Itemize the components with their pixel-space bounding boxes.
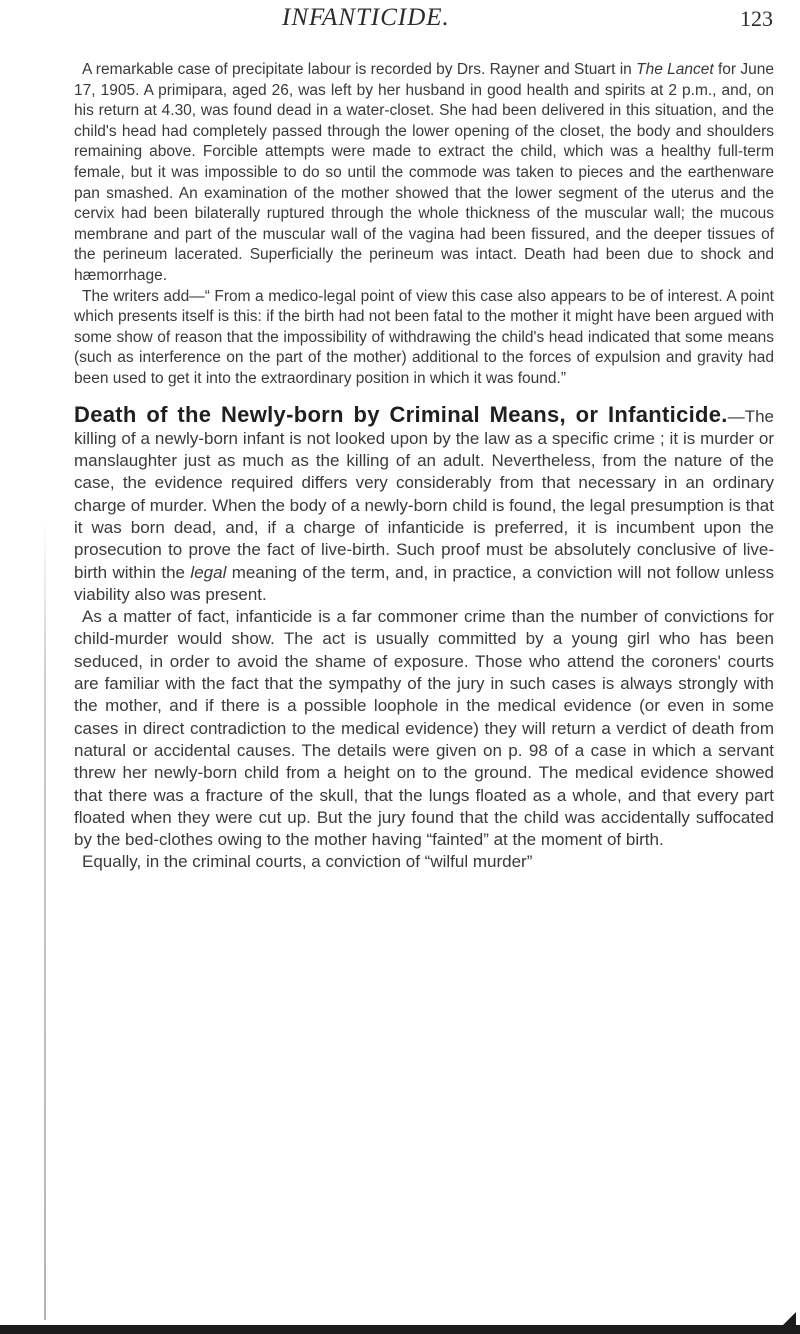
page-edge-shadow xyxy=(44,520,46,1320)
paragraph-equally: Equally, in the criminal courts, a conviction of “wilful murder” xyxy=(82,852,533,872)
italic-legal: legal xyxy=(190,562,227,582)
running-title: INFANTICIDE. xyxy=(282,4,450,31)
paragraph-writers-add: The writers add—“ From a medico-legal point of view this case also appears to be of interest. A point which presents itself is this: if the birth had not been fatal to the mother it might have been argued with some show of reason that the impossibility of withdrawing the child's head indicated that some means (such as interference on the part of the mother) additional to the forces of expulsion and gravity had been used to get it into the extraordinary position in which it was found.” xyxy=(74,287,774,387)
paragraph-lancet-case: A remarkable case of precipitate labour is recorded by Drs. Rayner and Stuart in The Lancet for June 17, 1905. A primipara, aged 26, was left by her husband in good health and spirits at 2 p.m., and, on his return at 4.30, was found dead in a water-closet. She had been delivered in this situation, and the child's head had completely passed through the lower opening of the closet, the body and shoulders remaining above. Forcible attempts were made to extract the child, which was a healthy full-term female, but it was impossible to do so until the commode was taken to pieces and the earthenware pan smashed. An examination of the mother showed that the lower segment of the uterus and the cervix had been bilaterally ruptured through the whole thickness of the muscular wall; the mucous membrane and part of the muscular wall of the vagina had been fissured, and the deeper tissues of the perineum lacerated. Superficially the perineum was intact. Death had been due to shock and hæmorrhage. xyxy=(74,61,775,284)
page-corner-mark xyxy=(782,1312,796,1326)
section-heading: Death of the Newly-born by Criminal Means, or Infanticide. xyxy=(74,401,728,427)
running-head xyxy=(0,4,800,44)
paragraph-matter-of-fact: As a matter of fact, infanticide is a far commoner crime than the number of convictions for child-murder would show. The act is usually committed by a young girl who has been seduced, in order to avoid the shame of exposure. Those who attend the coroners' courts are familiar with the fact that the sympathy of the jury in such cases is always strongly with the mother, and if there is a possible loophole in the medical evidence (or even in some cases in direct contradiction to the medical evidence) they will return a verdict of death from natural or accidental causes. The details were given on p. 98 of a case in which a servant threw her newly-born child from a height on to the ground. The medical evidence showed that there was a fracture of the skull, that the lungs floated as a whole, and that every part floated when they were cut up. But the jury found that the child was accidentally suffocated by the bed-clothes owing to the mother having “fainted” at the moment of birth. xyxy=(74,607,774,850)
page-number: 123 xyxy=(740,6,773,31)
paragraph-infanticide-definition: Death of the Newly-born by Criminal Means, or Infanticide.—The killing of a newly-born infant is not looked upon by the law as a specific crime ; it is murder or manslaughter just as much as the killing of an adult. Nevertheless, from the nature of the case, the evidence required differs very considerably from that necessary in an ordinary charge of murder. When the body of a newly-born child is found, the legal presumption is that it was born dead, and, if a charge of infanticide is preferred, it is incumbent upon the prosecution to prove the fact of live-birth. Such proof must be absolutely conclusive of live-birth within the legal meaning of the term, and, in practice, a conviction will not follow unless viability also was present. xyxy=(74,401,774,604)
page-bottom-edge xyxy=(0,1325,800,1334)
journal-title: The Lancet xyxy=(636,61,714,78)
body-text xyxy=(74,60,774,874)
